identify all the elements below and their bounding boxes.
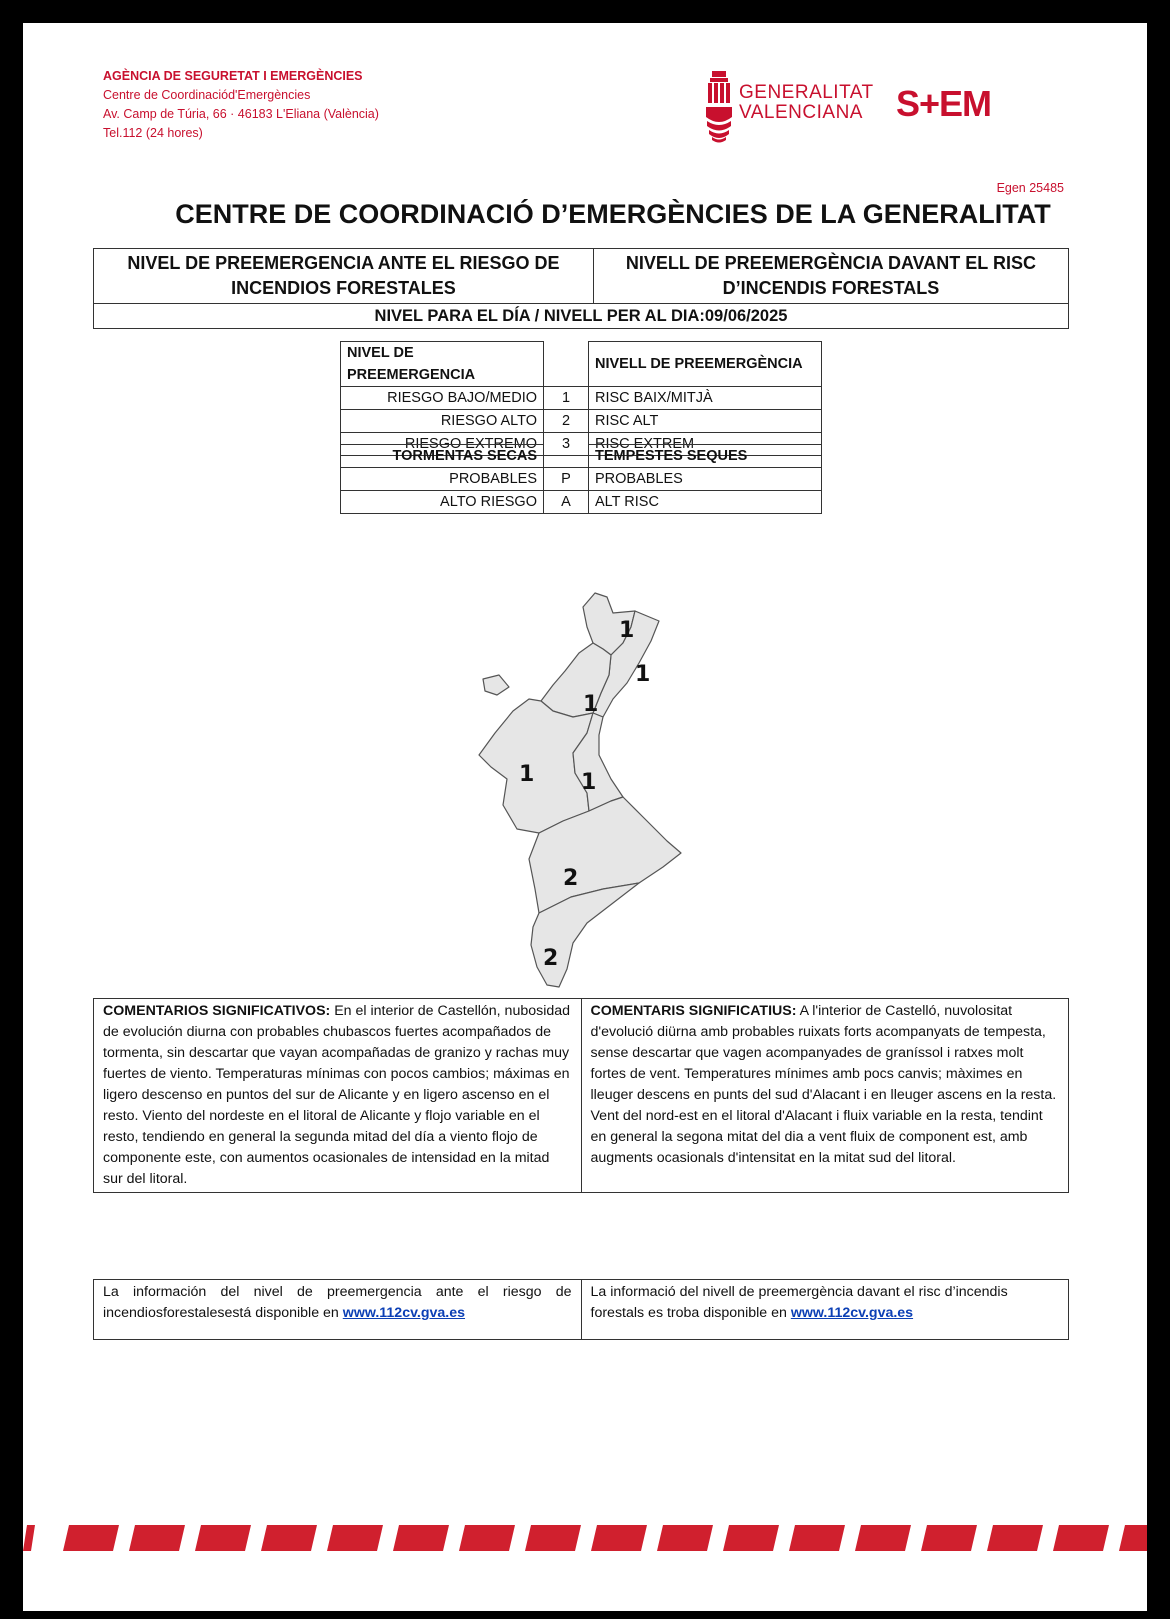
agency-address-block bbox=[103, 67, 379, 143]
level-es: RIESGO EXTREMO bbox=[341, 433, 544, 456]
footer-stripes bbox=[23, 1523, 1147, 1553]
document-reference: Egen 25485 bbox=[996, 181, 1064, 195]
document-page bbox=[23, 23, 1147, 1611]
comments-es bbox=[94, 999, 582, 1193]
date-row: NIVEL PARA EL DÍA / NIVELL PER AL DIA:09/06/2025 bbox=[94, 304, 1069, 329]
table-row bbox=[341, 468, 822, 491]
zone-label: 2 bbox=[563, 866, 579, 891]
zone-label: 1 bbox=[581, 770, 597, 795]
valencia-risk-map bbox=[463, 583, 703, 1003]
storm-code: P bbox=[544, 468, 589, 491]
zone-label: 1 bbox=[619, 618, 635, 643]
info-es bbox=[94, 1280, 582, 1340]
header-va-line-2: D’INCENDIS FORESTALS bbox=[722, 278, 940, 298]
gv-wordmark-line-1: GENERALITAT bbox=[739, 82, 874, 103]
comments-es-label: COMENTARIOS SIGNIFICATIVOS: bbox=[103, 1003, 331, 1019]
agency-name: AGÈNCIA DE SEGURETAT I EMERGÈNCIES bbox=[103, 69, 363, 83]
info-es-text: La información del nivel de preemergencia ante el riesgo de incendiosforestalesestá disponible en bbox=[103, 1284, 572, 1321]
bulletin-header-table bbox=[93, 248, 1069, 329]
level-es: RIESGO BAJO/MEDIO bbox=[341, 387, 544, 410]
gv-emblem-icon bbox=[703, 69, 735, 143]
storms-head-gap bbox=[544, 445, 589, 468]
sem-logo: S+EM bbox=[896, 83, 992, 124]
zone-rincon-ademuz bbox=[483, 675, 509, 695]
agency-line-2: Av. Camp de Túria, 66 · 46183 L'Eliana (València) bbox=[103, 107, 379, 121]
info-es-link[interactable]: www.112cv.gva.es bbox=[342, 1305, 466, 1321]
level-code: 2 bbox=[544, 410, 589, 433]
agency-line-3: Tel.112 (24 hores) bbox=[103, 126, 203, 140]
header-va-line-1: NIVELL DE PREEMERGÈNCIA DAVANT EL RISC bbox=[625, 253, 1036, 273]
header-es-line-2: INCENDIOS FORESTALES bbox=[231, 278, 456, 298]
footer-stripe-pattern bbox=[23, 1525, 1147, 1551]
zone-label: 2 bbox=[543, 946, 559, 971]
header-es bbox=[94, 249, 594, 304]
storm-es: ALTO RIESGO bbox=[341, 491, 544, 514]
storm-va: PROBABLES bbox=[589, 468, 822, 491]
comments-va-label: COMENTARIS SIGNIFICATIUS: bbox=[590, 1003, 797, 1019]
levels-head-va: NIVELL DE PREEMERGÈNCIA bbox=[589, 342, 822, 387]
info-va-text: La informació del nivell de preemergència davant el risc d’incendis forestals es troba disponible en bbox=[590, 1284, 1008, 1321]
storms-head-es: TORMENTAS SECAS bbox=[341, 445, 544, 468]
level-va: RISC EXTREM bbox=[589, 433, 822, 456]
main-title: CENTRE DE COORDINACIÓ D’EMERGÈNCIES DE LA GENERALITAT bbox=[175, 199, 1051, 229]
info-table bbox=[93, 1279, 1069, 1340]
levels-head-es: NIVEL DE PREEMERGENCIA bbox=[341, 342, 544, 387]
gv-wordmark bbox=[739, 83, 874, 123]
comments-es-text: En el interior de Castellón, nubosidad de evolución diurna con probables chubascos fuertes acompañados de tormenta, sin descartar que vayan acompañadas de granizo y rachas muy fuertes de viento. Temperaturas mínimas con pocos cambios; máximas en ligero descenso en puntos del sur de Alicante y en ligero ascenso en el resto. Viento del nordeste en el litoral de Alicante y flojo variable en el resto, tendiendo en general la segunda mitad del día a viento flojo de componente este, con aumentos ocasionales de intensidad en la mitad sur del litoral. bbox=[103, 1003, 571, 1187]
zone-label: 1 bbox=[583, 692, 599, 717]
level-va: RISC ALT bbox=[589, 410, 822, 433]
level-code: 1 bbox=[544, 387, 589, 410]
comments-va bbox=[581, 999, 1069, 1193]
storm-es: PROBABLES bbox=[341, 468, 544, 491]
gv-wordmark-line-2: VALENCIANA bbox=[739, 102, 863, 123]
comments-table bbox=[93, 998, 1069, 1193]
level-es: RIESGO ALTO bbox=[341, 410, 544, 433]
storms-legend-table bbox=[340, 444, 822, 514]
levels-legend-table bbox=[340, 341, 822, 456]
agency-line-1: Centre de Coordinaciód'Emergències bbox=[103, 88, 311, 102]
table-row bbox=[341, 387, 822, 410]
level-va: RISC BAIX/MITJÀ bbox=[589, 387, 822, 410]
levels-head-gap bbox=[544, 342, 589, 387]
level-code: 3 bbox=[544, 433, 589, 456]
zone-label: 1 bbox=[635, 662, 651, 687]
info-va-link[interactable]: www.112cv.gva.es bbox=[790, 1305, 914, 1321]
comments-va-text: A l'interior de Castelló, nuvolositat d'evolució diürna amb probables ruixats forts acompanyats de tempesta, sense descartar que vagen acompanyades de graníssol i ratxes molt fortes de vent. Temperatures mínimes amb pocs canvis; màximes en lleuger descens en punts del sud d'Alacant i en lleuger ascens en la resta. Vent del nord-est en el litoral d'Alacant i fluix variable en la resta, tendint en general la segona mitat del dia a vent fluix de component est, amb augments ocasionals d'intensitat en la mitat sud del litoral. bbox=[590, 1003, 1057, 1166]
header-va bbox=[593, 249, 1068, 304]
table-row bbox=[341, 410, 822, 433]
storm-va: ALT RISC bbox=[589, 491, 822, 514]
info-va bbox=[581, 1280, 1069, 1340]
storms-head-va: TEMPESTES SEQUES bbox=[589, 445, 822, 468]
zone-label: 1 bbox=[519, 762, 535, 787]
table-row bbox=[341, 491, 822, 514]
header-es-line-1: NIVEL DE PREEMERGENCIA ANTE EL RIESGO DE bbox=[127, 253, 560, 273]
storm-code: A bbox=[544, 491, 589, 514]
generalitat-valenciana-logo bbox=[703, 69, 873, 143]
